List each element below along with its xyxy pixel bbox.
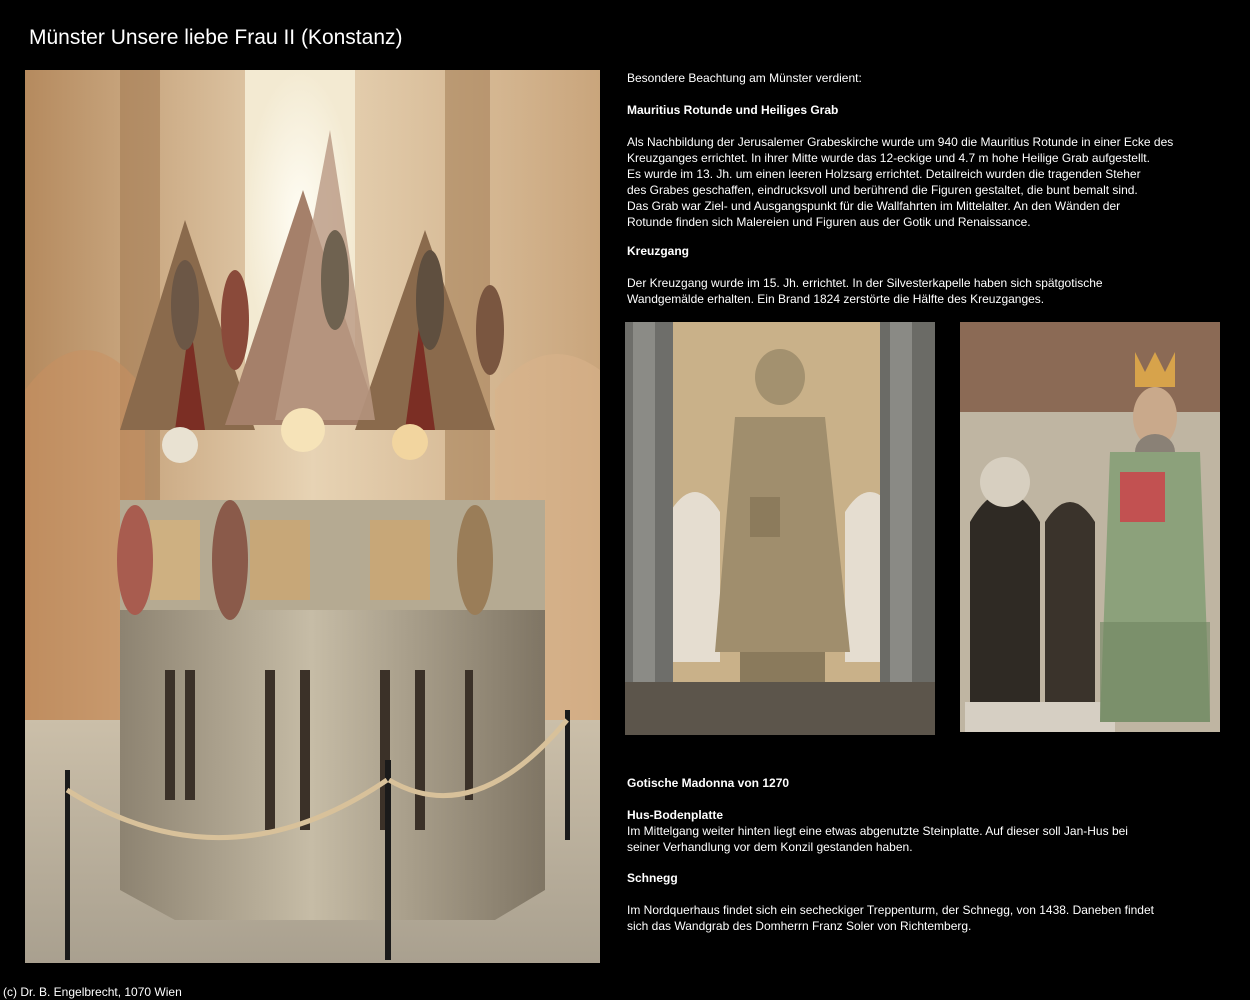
- heading-mauritius: Mauritius Rotunde und Heiliges Grab: [627, 103, 839, 117]
- hus-line: Im Mittelgang weiter hinten liegt eine etwas abgenutzte Steinplatte. Auf dieser soll Jan-Hus bei: [627, 824, 1128, 838]
- mauritius-line: Rotunde finden sich Malereien und Figuren aus der Gotik und Renaissance.: [627, 215, 1031, 229]
- intro-line: Besondere Beachtung am Münster verdient:: [627, 71, 862, 85]
- schnegg-line: Im Nordquerhaus findet sich ein secheckiger Treppenturm, der Schnegg, von 1438. Daneben findet: [627, 903, 1154, 917]
- copyright-footer: (c) Dr. B. Engelbrecht, 1070 Wien: [3, 985, 182, 999]
- section-mauritius: [627, 102, 1227, 230]
- photo-holy-sepulchre: [25, 70, 600, 963]
- heading-kreuzgang: Kreuzgang: [627, 244, 690, 258]
- photo-cloister-figure: [625, 322, 935, 735]
- mauritius-line: Kreuzganges errichtet. In ihrer Mitte wurde das 12-eckige und 4.7 m hohe Heilige Grab aufgestellt.: [627, 151, 1150, 165]
- section-madonna: [627, 775, 1227, 791]
- mauritius-line: Es wurde im 13. Jh. um einen leeren Holzsarg errichtet. Detailreich wurden die tragenden Steher: [627, 167, 1141, 181]
- section-schnegg: [627, 870, 1227, 934]
- intro-text: [627, 70, 1227, 86]
- page-title: Münster Unsere liebe Frau II (Konstanz): [29, 26, 403, 49]
- heading-hus: Hus-Bodenplatte: [627, 808, 723, 822]
- kreuzgang-line: Der Kreuzgang wurde im 15. Jh. errichtet. In der Silvesterkapelle haben sich spätgotische: [627, 276, 1103, 290]
- heading-schnegg: Schnegg: [627, 871, 678, 885]
- mauritius-line: Das Grab war Ziel- und Ausgangspunkt für die Wallfahrten im Mittelalter. An den Wänden der: [627, 199, 1121, 213]
- mauritius-line: des Grabes geschaffen, eindrucksvoll und berührend die Figuren gestaltet, die bunt bemalt sind.: [627, 183, 1138, 197]
- section-hus: [627, 807, 1227, 855]
- heading-madonna: Gotische Madonna von 1270: [627, 776, 790, 790]
- section-kreuzgang: [627, 243, 1227, 307]
- hus-line: seiner Verhandlung vor dem Konzil gestanden haben.: [627, 840, 913, 854]
- photo-king-figure: [960, 322, 1220, 732]
- mauritius-line: Als Nachbildung der Jerusalemer Grabeskirche wurde um 940 die Mauritius Rotunde in einer Ecke des: [627, 135, 1174, 149]
- schnegg-line: sich das Wandgrab des Domherrn Franz Soler von Richtemberg.: [627, 919, 972, 933]
- kreuzgang-line: Wandgemälde erhalten. Ein Brand 1824 zerstörte die Hälfte des Kreuzganges.: [627, 292, 1045, 306]
